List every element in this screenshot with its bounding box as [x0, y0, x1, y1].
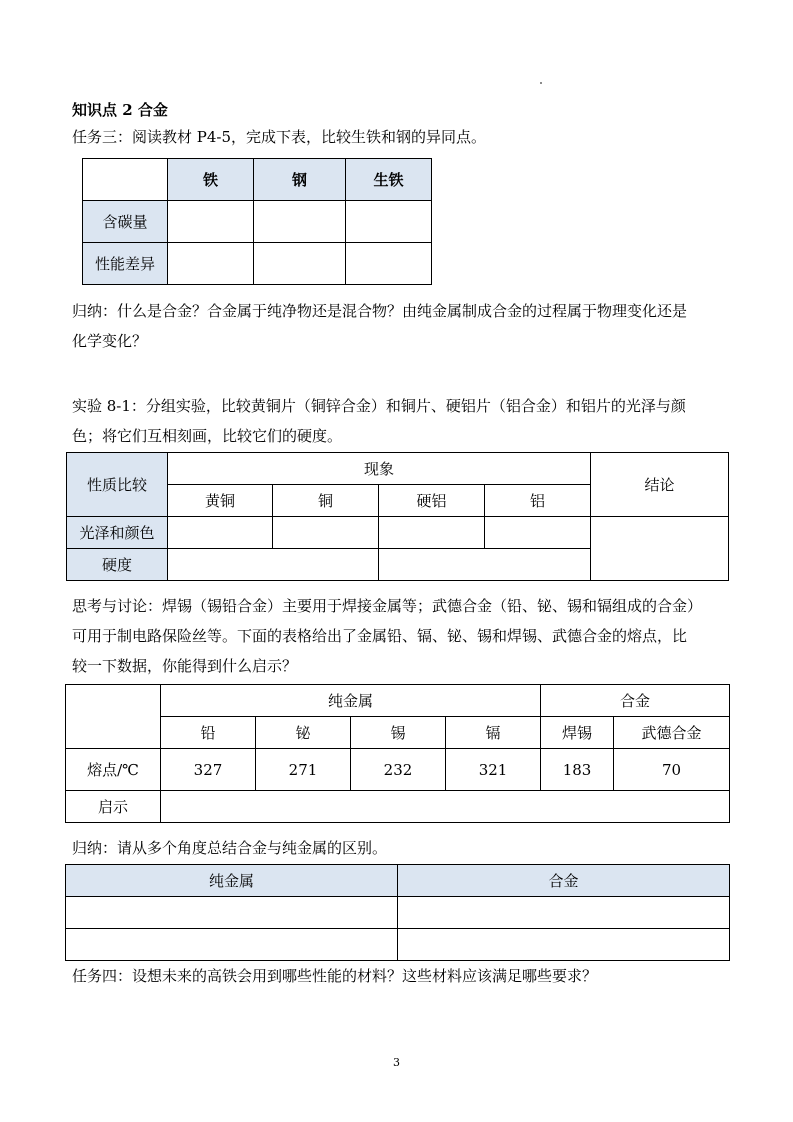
- table3-value-lead: 327: [161, 749, 256, 791]
- table3-value-bismuth: 271: [256, 749, 351, 791]
- table4-header-alloy: 合金: [398, 865, 730, 897]
- table1-cell[interactable]: [168, 201, 254, 243]
- table3-value-cadmium: 321: [446, 749, 541, 791]
- table-alloy-vs-pure: [65, 864, 730, 961]
- table2-material-copper: 铜: [273, 485, 379, 517]
- table1-cell[interactable]: [254, 243, 346, 285]
- table-iron-steel: [82, 158, 432, 285]
- table3-value-solder: 183: [541, 749, 614, 791]
- table1-header-iron: 铁: [168, 159, 254, 201]
- table1-row-performance: 性能差异: [83, 243, 168, 285]
- summary2-text: 归纳：请从多个角度总结合金与纯金属的区别。: [72, 839, 388, 857]
- experiment-line1: 实验 8-1：分组实验，比较黄铜片（铜锌合金）和铜片、硬铝片（铝合金）和铝片的光泽与颜: [72, 397, 686, 415]
- table4-cell[interactable]: [398, 929, 730, 961]
- table3-corner: [66, 685, 161, 749]
- table2-material-duralumin: 硬铝: [379, 485, 485, 517]
- table2-col-conclusion: 结论: [591, 453, 729, 517]
- summary1-line2: 化学变化？: [72, 332, 148, 350]
- table3-metal-tin: 锡: [351, 717, 446, 749]
- table2-col-phenomenon: 现象: [168, 453, 591, 485]
- table-experiment: [66, 452, 729, 581]
- table3-value-tin: 232: [351, 749, 446, 791]
- table4-cell[interactable]: [398, 897, 730, 929]
- task4-text: 任务四：设想未来的高铁会用到哪些性能的材料？这些材料应该满足哪些要求？: [72, 967, 598, 985]
- table3-group-pure: 纯金属: [161, 685, 541, 717]
- table3-metal-cadmium: 镉: [446, 717, 541, 749]
- table3-insight-cell[interactable]: [161, 791, 730, 823]
- table1-cell[interactable]: [168, 243, 254, 285]
- table3-row-melting: 熔点/℃: [66, 749, 161, 791]
- experiment-line2: 色；将它们互相刻画，比较它们的硬度。: [72, 427, 343, 445]
- table2-row-luster: 光泽和颜色: [67, 517, 168, 549]
- table4-header-pure: 纯金属: [66, 865, 398, 897]
- table3-value-wood: 70: [614, 749, 730, 791]
- table-melting-points: [65, 684, 730, 823]
- table3-alloy-solder: 焊锡: [541, 717, 614, 749]
- table2-cell[interactable]: [168, 517, 273, 549]
- table2-cell[interactable]: [485, 517, 591, 549]
- table2-cell[interactable]: [379, 549, 591, 581]
- table1-row-carbon: 含碳量: [83, 201, 168, 243]
- table2-cell[interactable]: [273, 517, 379, 549]
- table2-cell[interactable]: [168, 549, 379, 581]
- table1-cell[interactable]: [346, 243, 432, 285]
- table3-metal-lead: 铅: [161, 717, 256, 749]
- discussion-line1: 思考与讨论：焊锡（锡铅合金）主要用于焊接金属等；武德合金（铅、铋、锡和镉组成的合金）: [72, 597, 703, 615]
- table1-cell[interactable]: [346, 201, 432, 243]
- table3-metal-bismuth: 铋: [256, 717, 351, 749]
- discussion-line2: 可用于制电路保险丝等。下面的表格给出了金属铅、镉、铋、锡和焊锡、武德合金的熔点，比: [72, 627, 688, 645]
- task3-text: 任务三：阅读教材 P4-5，完成下表，比较生铁和钢的异同点。: [72, 128, 487, 146]
- table2-conclusion-cell[interactable]: [591, 517, 729, 581]
- page-number: 3: [393, 1056, 400, 1069]
- table4-cell[interactable]: [66, 897, 398, 929]
- table3-alloy-wood: 武德合金: [614, 717, 730, 749]
- discussion-line3: 较一下数据，你能得到什么启示？: [72, 657, 298, 675]
- table3-row-insight: 启示: [66, 791, 161, 823]
- table2-material-brass: 黄铜: [168, 485, 273, 517]
- table2-cell[interactable]: [379, 517, 485, 549]
- table1-header-steel: 钢: [254, 159, 346, 201]
- summary1-line1: 归纳：什么是合金？合金属于纯净物还是混合物？由纯金属制成合金的过程属于物理变化还是: [72, 302, 688, 320]
- section-heading: 知识点 2 合金: [72, 101, 168, 119]
- table1-cell[interactable]: [254, 201, 346, 243]
- table2-col-property: 性质比较: [67, 453, 168, 517]
- table4-cell[interactable]: [66, 929, 398, 961]
- page-speck: [540, 82, 542, 84]
- table1-corner: [83, 159, 168, 201]
- table3-group-alloy: 合金: [541, 685, 730, 717]
- table1-header-pig-iron: 生铁: [346, 159, 432, 201]
- table2-material-aluminum: 铝: [485, 485, 591, 517]
- table2-row-hardness: 硬度: [67, 549, 168, 581]
